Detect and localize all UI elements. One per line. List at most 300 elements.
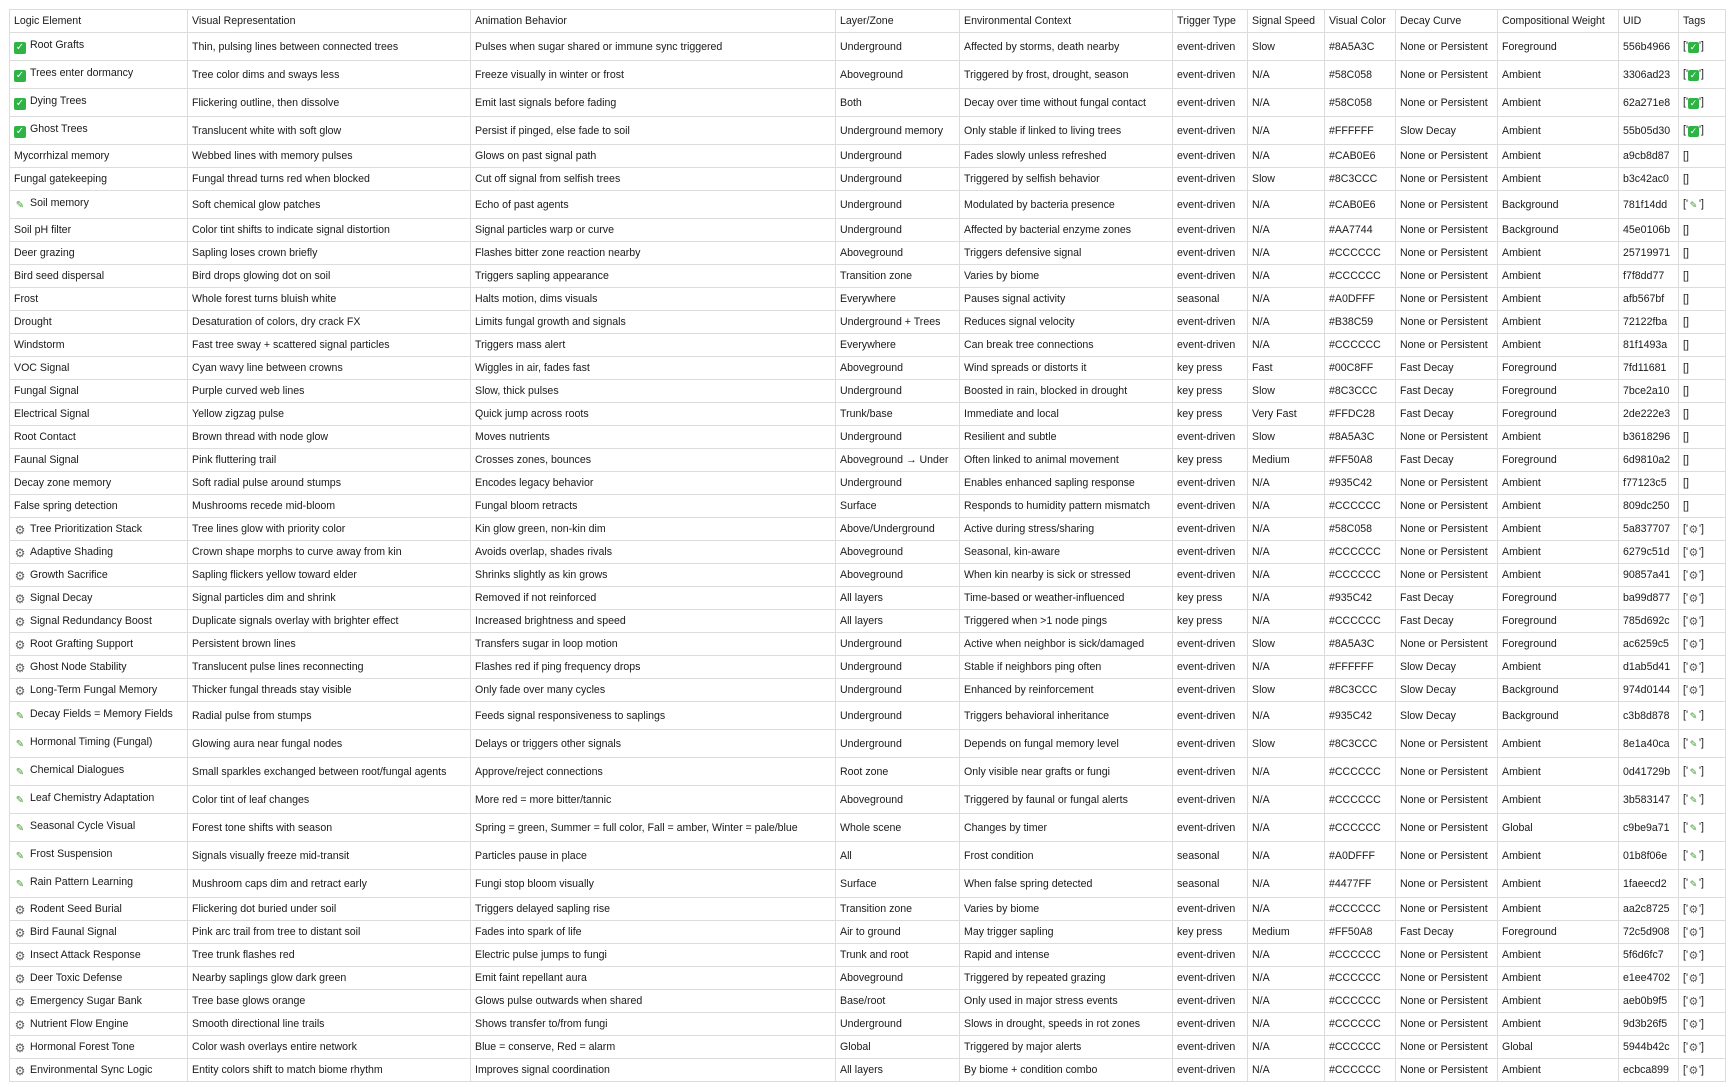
- table-row[interactable]: [10, 145, 1726, 168]
- signal-speed-cell[interactable]: [1248, 633, 1325, 656]
- uid-cell[interactable]: [1619, 786, 1679, 814]
- trigger-type-cell[interactable]: [1173, 380, 1248, 403]
- layer-zone-cell[interactable]: [836, 679, 960, 702]
- environmental-context-cell[interactable]: [960, 219, 1173, 242]
- environmental-context-cell[interactable]: [960, 758, 1173, 786]
- compositional-weight-cell[interactable]: [1498, 990, 1619, 1013]
- tags-cell[interactable]: [1679, 168, 1726, 191]
- decay-curve-cell[interactable]: [1396, 380, 1498, 403]
- trigger-type-cell[interactable]: [1173, 786, 1248, 814]
- environmental-context-cell[interactable]: [960, 426, 1173, 449]
- decay-curve-cell[interactable]: [1396, 288, 1498, 311]
- tags-cell[interactable]: [1679, 921, 1726, 944]
- tags-cell[interactable]: [1679, 495, 1726, 518]
- uid-cell[interactable]: [1619, 921, 1679, 944]
- compositional-weight-cell[interactable]: [1498, 518, 1619, 541]
- visual-color-cell[interactable]: [1325, 921, 1396, 944]
- visual-representation-cell[interactable]: [188, 357, 471, 380]
- column-header-uid[interactable]: UID: [1619, 10, 1679, 33]
- signal-speed-cell[interactable]: [1248, 242, 1325, 265]
- signal-speed-cell[interactable]: [1248, 1059, 1325, 1082]
- decay-curve-cell[interactable]: [1396, 633, 1498, 656]
- column-header-logic-element[interactable]: Logic Element: [10, 10, 188, 33]
- column-header-signal-speed[interactable]: Signal Speed: [1248, 10, 1325, 33]
- logic-element-cell[interactable]: [10, 265, 188, 288]
- compositional-weight-cell[interactable]: [1498, 587, 1619, 610]
- visual-color-cell[interactable]: [1325, 380, 1396, 403]
- trigger-type-cell[interactable]: [1173, 587, 1248, 610]
- compositional-weight-cell[interactable]: [1498, 944, 1619, 967]
- visual-color-cell[interactable]: [1325, 1036, 1396, 1059]
- tags-cell[interactable]: [1679, 191, 1726, 219]
- visual-representation-cell[interactable]: [188, 1036, 471, 1059]
- compositional-weight-cell[interactable]: [1498, 898, 1619, 921]
- tags-cell[interactable]: [1679, 61, 1726, 89]
- logic-element-cell[interactable]: [10, 758, 188, 786]
- uid-cell[interactable]: [1619, 472, 1679, 495]
- compositional-weight-cell[interactable]: [1498, 1059, 1619, 1082]
- table-row[interactable]: [10, 403, 1726, 426]
- animation-behavior-cell[interactable]: [471, 541, 836, 564]
- tags-cell[interactable]: [1679, 541, 1726, 564]
- logic-element-cell[interactable]: [10, 311, 188, 334]
- visual-color-cell[interactable]: [1325, 61, 1396, 89]
- environmental-context-cell[interactable]: [960, 898, 1173, 921]
- visual-color-cell[interactable]: [1325, 89, 1396, 117]
- animation-behavior-cell[interactable]: [471, 33, 836, 61]
- visual-representation-cell[interactable]: [188, 1059, 471, 1082]
- logic-element-cell[interactable]: [10, 730, 188, 758]
- table-row[interactable]: [10, 242, 1726, 265]
- uid-cell[interactable]: [1619, 403, 1679, 426]
- decay-curve-cell[interactable]: [1396, 265, 1498, 288]
- table-row[interactable]: [10, 656, 1726, 679]
- compositional-weight-cell[interactable]: [1498, 334, 1619, 357]
- layer-zone-cell[interactable]: [836, 1059, 960, 1082]
- layer-zone-cell[interactable]: [836, 89, 960, 117]
- tags-cell[interactable]: [1679, 679, 1726, 702]
- logic-element-cell[interactable]: [10, 242, 188, 265]
- visual-color-cell[interactable]: [1325, 219, 1396, 242]
- layer-zone-cell[interactable]: [836, 702, 960, 730]
- table-row[interactable]: [10, 1013, 1726, 1036]
- visual-representation-cell[interactable]: [188, 426, 471, 449]
- visual-color-cell[interactable]: [1325, 357, 1396, 380]
- tags-cell[interactable]: [1679, 967, 1726, 990]
- compositional-weight-cell[interactable]: [1498, 311, 1619, 334]
- visual-representation-cell[interactable]: [188, 921, 471, 944]
- signal-speed-cell[interactable]: [1248, 541, 1325, 564]
- tags-cell[interactable]: [1679, 403, 1726, 426]
- logic-element-cell[interactable]: [10, 518, 188, 541]
- visual-color-cell[interactable]: [1325, 495, 1396, 518]
- decay-curve-cell[interactable]: [1396, 403, 1498, 426]
- decay-curve-cell[interactable]: [1396, 89, 1498, 117]
- animation-behavior-cell[interactable]: [471, 191, 836, 219]
- environmental-context-cell[interactable]: [960, 679, 1173, 702]
- uid-cell[interactable]: [1619, 870, 1679, 898]
- uid-cell[interactable]: [1619, 1036, 1679, 1059]
- table-row[interactable]: [10, 990, 1726, 1013]
- signal-speed-cell[interactable]: [1248, 145, 1325, 168]
- logic-element-cell[interactable]: [10, 633, 188, 656]
- trigger-type-cell[interactable]: [1173, 219, 1248, 242]
- signal-speed-cell[interactable]: [1248, 518, 1325, 541]
- tags-cell[interactable]: [1679, 357, 1726, 380]
- tags-cell[interactable]: [1679, 656, 1726, 679]
- environmental-context-cell[interactable]: [960, 870, 1173, 898]
- decay-curve-cell[interactable]: [1396, 242, 1498, 265]
- table-row[interactable]: [10, 610, 1726, 633]
- animation-behavior-cell[interactable]: [471, 921, 836, 944]
- visual-representation-cell[interactable]: [188, 730, 471, 758]
- trigger-type-cell[interactable]: [1173, 191, 1248, 219]
- uid-cell[interactable]: [1619, 145, 1679, 168]
- compositional-weight-cell[interactable]: [1498, 33, 1619, 61]
- visual-color-cell[interactable]: [1325, 990, 1396, 1013]
- signal-speed-cell[interactable]: [1248, 288, 1325, 311]
- trigger-type-cell[interactable]: [1173, 541, 1248, 564]
- animation-behavior-cell[interactable]: [471, 242, 836, 265]
- table-row[interactable]: [10, 357, 1726, 380]
- visual-color-cell[interactable]: [1325, 472, 1396, 495]
- column-header-compositional-weight[interactable]: Compositional Weight: [1498, 10, 1619, 33]
- visual-representation-cell[interactable]: [188, 758, 471, 786]
- layer-zone-cell[interactable]: [836, 242, 960, 265]
- logic-element-cell[interactable]: [10, 967, 188, 990]
- decay-curve-cell[interactable]: [1396, 610, 1498, 633]
- environmental-context-cell[interactable]: [960, 656, 1173, 679]
- table-row[interactable]: [10, 967, 1726, 990]
- visual-representation-cell[interactable]: [188, 61, 471, 89]
- table-row[interactable]: [10, 702, 1726, 730]
- decay-curve-cell[interactable]: [1396, 967, 1498, 990]
- logic-element-cell[interactable]: [10, 472, 188, 495]
- environmental-context-cell[interactable]: [960, 89, 1173, 117]
- tags-cell[interactable]: [1679, 242, 1726, 265]
- signal-speed-cell[interactable]: [1248, 944, 1325, 967]
- layer-zone-cell[interactable]: [836, 168, 960, 191]
- compositional-weight-cell[interactable]: [1498, 89, 1619, 117]
- layer-zone-cell[interactable]: [836, 33, 960, 61]
- uid-cell[interactable]: [1619, 656, 1679, 679]
- table-row[interactable]: [10, 311, 1726, 334]
- column-header-tags[interactable]: Tags: [1679, 10, 1726, 33]
- animation-behavior-cell[interactable]: [471, 334, 836, 357]
- logic-element-cell[interactable]: [10, 334, 188, 357]
- trigger-type-cell[interactable]: [1173, 117, 1248, 145]
- animation-behavior-cell[interactable]: [471, 89, 836, 117]
- table-row[interactable]: [10, 730, 1726, 758]
- layer-zone-cell[interactable]: [836, 541, 960, 564]
- tags-cell[interactable]: [1679, 730, 1726, 758]
- trigger-type-cell[interactable]: [1173, 472, 1248, 495]
- uid-cell[interactable]: [1619, 702, 1679, 730]
- uid-cell[interactable]: [1619, 219, 1679, 242]
- environmental-context-cell[interactable]: [960, 242, 1173, 265]
- layer-zone-cell[interactable]: [836, 145, 960, 168]
- layer-zone-cell[interactable]: [836, 380, 960, 403]
- environmental-context-cell[interactable]: [960, 380, 1173, 403]
- animation-behavior-cell[interactable]: [471, 967, 836, 990]
- table-row[interactable]: [10, 541, 1726, 564]
- uid-cell[interactable]: [1619, 758, 1679, 786]
- uid-cell[interactable]: [1619, 89, 1679, 117]
- visual-color-cell[interactable]: [1325, 702, 1396, 730]
- table-row[interactable]: [10, 758, 1726, 786]
- compositional-weight-cell[interactable]: [1498, 814, 1619, 842]
- signal-speed-cell[interactable]: [1248, 990, 1325, 1013]
- uid-cell[interactable]: [1619, 842, 1679, 870]
- environmental-context-cell[interactable]: [960, 518, 1173, 541]
- uid-cell[interactable]: [1619, 495, 1679, 518]
- animation-behavior-cell[interactable]: [471, 168, 836, 191]
- uid-cell[interactable]: [1619, 117, 1679, 145]
- animation-behavior-cell[interactable]: [471, 610, 836, 633]
- trigger-type-cell[interactable]: [1173, 288, 1248, 311]
- uid-cell[interactable]: [1619, 265, 1679, 288]
- compositional-weight-cell[interactable]: [1498, 564, 1619, 587]
- trigger-type-cell[interactable]: [1173, 990, 1248, 1013]
- logic-element-cell[interactable]: [10, 168, 188, 191]
- environmental-context-cell[interactable]: [960, 117, 1173, 145]
- table-row[interactable]: [10, 61, 1726, 89]
- layer-zone-cell[interactable]: [836, 403, 960, 426]
- layer-zone-cell[interactable]: [836, 564, 960, 587]
- layer-zone-cell[interactable]: [836, 814, 960, 842]
- logic-element-cell[interactable]: [10, 145, 188, 168]
- decay-curve-cell[interactable]: [1396, 587, 1498, 610]
- environmental-context-cell[interactable]: [960, 786, 1173, 814]
- visual-representation-cell[interactable]: [188, 191, 471, 219]
- trigger-type-cell[interactable]: [1173, 898, 1248, 921]
- visual-representation-cell[interactable]: [188, 786, 471, 814]
- tags-cell[interactable]: [1679, 449, 1726, 472]
- layer-zone-cell[interactable]: [836, 730, 960, 758]
- environmental-context-cell[interactable]: [960, 1059, 1173, 1082]
- tags-cell[interactable]: [1679, 564, 1726, 587]
- logic-element-cell[interactable]: [10, 89, 188, 117]
- visual-representation-cell[interactable]: [188, 967, 471, 990]
- animation-behavior-cell[interactable]: [471, 656, 836, 679]
- decay-curve-cell[interactable]: [1396, 564, 1498, 587]
- decay-curve-cell[interactable]: [1396, 730, 1498, 758]
- tags-cell[interactable]: [1679, 1059, 1726, 1082]
- table-row[interactable]: [10, 1036, 1726, 1059]
- uid-cell[interactable]: [1619, 311, 1679, 334]
- trigger-type-cell[interactable]: [1173, 758, 1248, 786]
- uid-cell[interactable]: [1619, 730, 1679, 758]
- layer-zone-cell[interactable]: [836, 1013, 960, 1036]
- animation-behavior-cell[interactable]: [471, 633, 836, 656]
- logic-element-cell[interactable]: [10, 679, 188, 702]
- uid-cell[interactable]: [1619, 33, 1679, 61]
- environmental-context-cell[interactable]: [960, 288, 1173, 311]
- layer-zone-cell[interactable]: [836, 288, 960, 311]
- layer-zone-cell[interactable]: [836, 944, 960, 967]
- visual-color-cell[interactable]: [1325, 334, 1396, 357]
- table-row[interactable]: [10, 288, 1726, 311]
- visual-representation-cell[interactable]: [188, 288, 471, 311]
- column-header-layer-zone[interactable]: Layer/Zone: [836, 10, 960, 33]
- signal-speed-cell[interactable]: [1248, 967, 1325, 990]
- table-row[interactable]: [10, 870, 1726, 898]
- tags-cell[interactable]: [1679, 610, 1726, 633]
- decay-curve-cell[interactable]: [1396, 357, 1498, 380]
- visual-representation-cell[interactable]: [188, 33, 471, 61]
- tags-cell[interactable]: [1679, 633, 1726, 656]
- signal-speed-cell[interactable]: [1248, 702, 1325, 730]
- layer-zone-cell[interactable]: [836, 898, 960, 921]
- animation-behavior-cell[interactable]: [471, 311, 836, 334]
- layer-zone-cell[interactable]: [836, 990, 960, 1013]
- compositional-weight-cell[interactable]: [1498, 426, 1619, 449]
- visual-representation-cell[interactable]: [188, 518, 471, 541]
- signal-speed-cell[interactable]: [1248, 89, 1325, 117]
- logic-element-cell[interactable]: [10, 33, 188, 61]
- logic-element-cell[interactable]: [10, 564, 188, 587]
- table-row[interactable]: [10, 89, 1726, 117]
- visual-color-cell[interactable]: [1325, 564, 1396, 587]
- uid-cell[interactable]: [1619, 426, 1679, 449]
- compositional-weight-cell[interactable]: [1498, 288, 1619, 311]
- uid-cell[interactable]: [1619, 191, 1679, 219]
- visual-color-cell[interactable]: [1325, 145, 1396, 168]
- decay-curve-cell[interactable]: [1396, 117, 1498, 145]
- environmental-context-cell[interactable]: [960, 1036, 1173, 1059]
- logic-element-cell[interactable]: [10, 61, 188, 89]
- compositional-weight-cell[interactable]: [1498, 357, 1619, 380]
- tags-cell[interactable]: [1679, 288, 1726, 311]
- visual-color-cell[interactable]: [1325, 898, 1396, 921]
- tags-cell[interactable]: [1679, 311, 1726, 334]
- layer-zone-cell[interactable]: [836, 1036, 960, 1059]
- table-row[interactable]: [10, 426, 1726, 449]
- compositional-weight-cell[interactable]: [1498, 380, 1619, 403]
- logic-element-cell[interactable]: [10, 495, 188, 518]
- trigger-type-cell[interactable]: [1173, 870, 1248, 898]
- compositional-weight-cell[interactable]: [1498, 730, 1619, 758]
- compositional-weight-cell[interactable]: [1498, 265, 1619, 288]
- decay-curve-cell[interactable]: [1396, 679, 1498, 702]
- tags-cell[interactable]: [1679, 219, 1726, 242]
- animation-behavior-cell[interactable]: [471, 679, 836, 702]
- animation-behavior-cell[interactable]: [471, 786, 836, 814]
- visual-representation-cell[interactable]: [188, 656, 471, 679]
- table-row[interactable]: [10, 265, 1726, 288]
- animation-behavior-cell[interactable]: [471, 842, 836, 870]
- trigger-type-cell[interactable]: [1173, 518, 1248, 541]
- signal-speed-cell[interactable]: [1248, 449, 1325, 472]
- trigger-type-cell[interactable]: [1173, 1059, 1248, 1082]
- uid-cell[interactable]: [1619, 61, 1679, 89]
- layer-zone-cell[interactable]: [836, 472, 960, 495]
- layer-zone-cell[interactable]: [836, 786, 960, 814]
- logic-element-cell[interactable]: [10, 610, 188, 633]
- logic-element-cell[interactable]: [10, 449, 188, 472]
- table-row[interactable]: [10, 449, 1726, 472]
- animation-behavior-cell[interactable]: [471, 870, 836, 898]
- trigger-type-cell[interactable]: [1173, 495, 1248, 518]
- environmental-context-cell[interactable]: [960, 1013, 1173, 1036]
- visual-color-cell[interactable]: [1325, 1059, 1396, 1082]
- table-row[interactable]: [10, 842, 1726, 870]
- compositional-weight-cell[interactable]: [1498, 921, 1619, 944]
- layer-zone-cell[interactable]: [836, 219, 960, 242]
- animation-behavior-cell[interactable]: [471, 380, 836, 403]
- table-row[interactable]: [10, 814, 1726, 842]
- logic-element-cell[interactable]: [10, 814, 188, 842]
- decay-curve-cell[interactable]: [1396, 702, 1498, 730]
- visual-representation-cell[interactable]: [188, 898, 471, 921]
- visual-color-cell[interactable]: [1325, 633, 1396, 656]
- environmental-context-cell[interactable]: [960, 990, 1173, 1013]
- trigger-type-cell[interactable]: [1173, 730, 1248, 758]
- uid-cell[interactable]: [1619, 610, 1679, 633]
- animation-behavior-cell[interactable]: [471, 1036, 836, 1059]
- environmental-context-cell[interactable]: [960, 265, 1173, 288]
- visual-color-cell[interactable]: [1325, 33, 1396, 61]
- decay-curve-cell[interactable]: [1396, 1059, 1498, 1082]
- tags-cell[interactable]: [1679, 518, 1726, 541]
- animation-behavior-cell[interactable]: [471, 288, 836, 311]
- decay-curve-cell[interactable]: [1396, 426, 1498, 449]
- visual-color-cell[interactable]: [1325, 242, 1396, 265]
- decay-curve-cell[interactable]: [1396, 814, 1498, 842]
- visual-color-cell[interactable]: [1325, 265, 1396, 288]
- logic-element-cell[interactable]: [10, 403, 188, 426]
- uid-cell[interactable]: [1619, 334, 1679, 357]
- compositional-weight-cell[interactable]: [1498, 842, 1619, 870]
- signal-speed-cell[interactable]: [1248, 898, 1325, 921]
- tags-cell[interactable]: [1679, 814, 1726, 842]
- logic-element-cell[interactable]: [10, 842, 188, 870]
- logic-element-cell[interactable]: [10, 541, 188, 564]
- uid-cell[interactable]: [1619, 814, 1679, 842]
- animation-behavior-cell[interactable]: [471, 265, 836, 288]
- logic-element-cell[interactable]: [10, 219, 188, 242]
- layer-zone-cell[interactable]: [836, 610, 960, 633]
- signal-speed-cell[interactable]: [1248, 117, 1325, 145]
- logic-element-cell[interactable]: [10, 1036, 188, 1059]
- visual-color-cell[interactable]: [1325, 758, 1396, 786]
- signal-speed-cell[interactable]: [1248, 814, 1325, 842]
- uid-cell[interactable]: [1619, 679, 1679, 702]
- environmental-context-cell[interactable]: [960, 311, 1173, 334]
- column-header-visual-color[interactable]: Visual Color: [1325, 10, 1396, 33]
- visual-representation-cell[interactable]: [188, 610, 471, 633]
- decay-curve-cell[interactable]: [1396, 495, 1498, 518]
- visual-representation-cell[interactable]: [188, 219, 471, 242]
- logic-element-cell[interactable]: [10, 702, 188, 730]
- tags-cell[interactable]: [1679, 145, 1726, 168]
- animation-behavior-cell[interactable]: [471, 145, 836, 168]
- column-header-animation-behavior[interactable]: Animation Behavior: [471, 10, 836, 33]
- decay-curve-cell[interactable]: [1396, 944, 1498, 967]
- animation-behavior-cell[interactable]: [471, 449, 836, 472]
- layer-zone-cell[interactable]: [836, 117, 960, 145]
- table-row[interactable]: [10, 33, 1726, 61]
- decay-curve-cell[interactable]: [1396, 334, 1498, 357]
- visual-representation-cell[interactable]: [188, 564, 471, 587]
- trigger-type-cell[interactable]: [1173, 656, 1248, 679]
- signal-speed-cell[interactable]: [1248, 403, 1325, 426]
- trigger-type-cell[interactable]: [1173, 311, 1248, 334]
- environmental-context-cell[interactable]: [960, 944, 1173, 967]
- trigger-type-cell[interactable]: [1173, 967, 1248, 990]
- visual-color-cell[interactable]: [1325, 168, 1396, 191]
- signal-speed-cell[interactable]: [1248, 679, 1325, 702]
